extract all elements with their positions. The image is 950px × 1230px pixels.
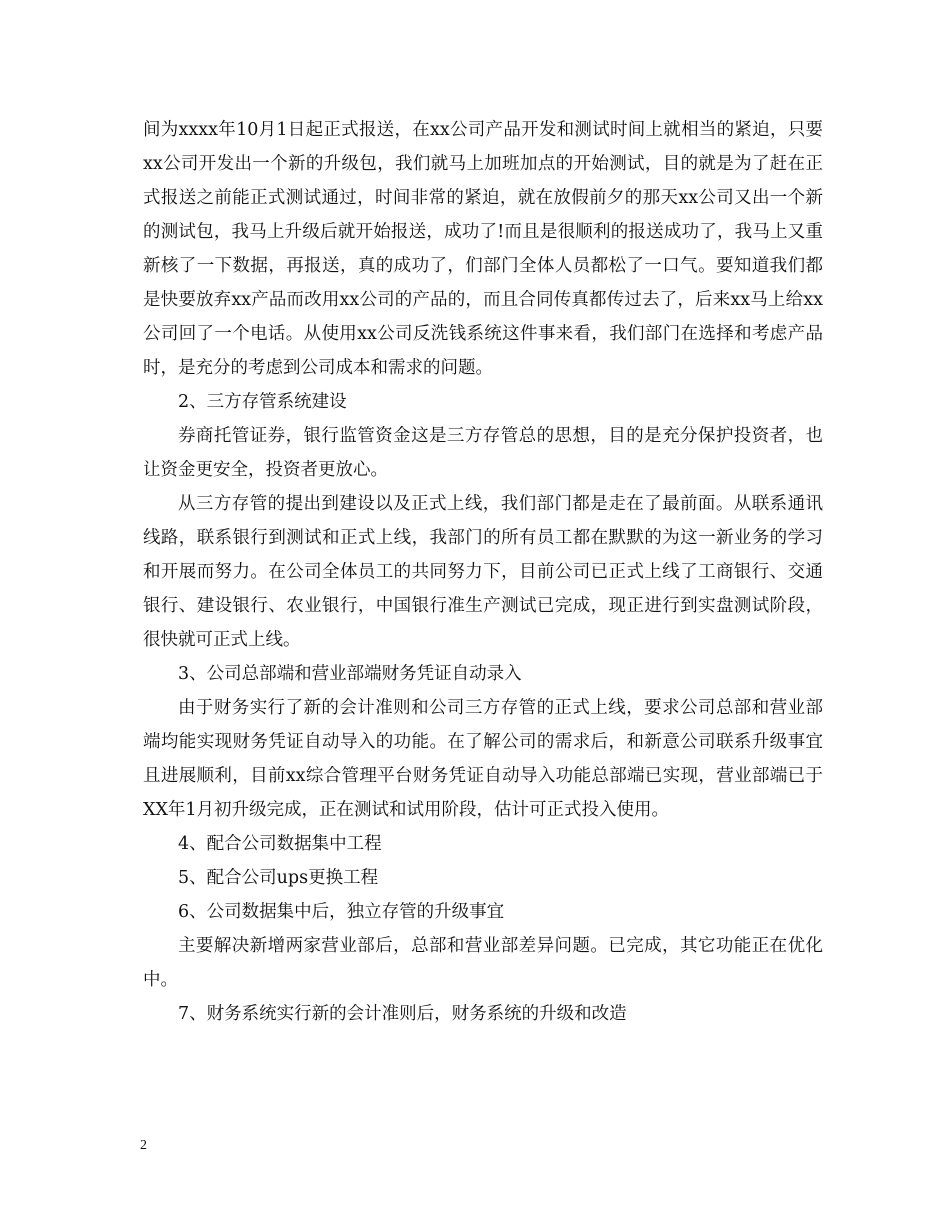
paragraph: 券商托管证券，银行监管资金这是三方存管总的思想，目的是充分保护投资者，也让资金更安全，投资者更放心。 <box>143 426 823 480</box>
section-heading-2: 2、三方存管系统建设 <box>178 392 347 412</box>
document-body <box>143 113 823 1031</box>
paragraph: 从三方存管的提出到建设以及正式上线，我们部门都是走在了最前面。从联系通讯线路，联系银行到测试和正式上线，我部门的所有员工都在默默的为这一新业务的学习和开展而努力。在公司全体员工的共同努力下，目前公司已正式上线了工商银行、交通银行、建设银行、农业银行，中国银行准生产测试已完成，现正进行到实盘测试阶段，很快就可正式上线。 <box>143 494 823 650</box>
section-heading-7: 7、财务系统实行新的会计准则后，财务系统的升级和改造 <box>178 1004 627 1024</box>
paragraph-continuation: 间为xxxx年10月1日起正式报送，在xx公司产品开发和测试时间上就相当的紧迫，只要xx公司开发出一个新的升级包，我们就马上加班加点的开始测试，目的就是为了赶在正式报送之前能正式测试通过，时间非常的紧迫，就在放假前夕的那天xx公司又出一个新的测试包，我马上升级后就开始报送，成功了!而且是很顺利的报送成功了，我马上又重新核了一下数据，再报送，真的成功了，们部门全体人员都松了一口气。要知道我们都是快要放弃xx产品而改用xx公司的产品的，而且合同传真都传过去了，后来xx马上给xx公司回了一个电话。从使用xx公司反洗钱系统这件事来看，我们部门在选择和考虑产品时，是充分的考虑到公司成本和需求的问题。 <box>143 120 823 378</box>
paragraph: 由于财务实行了新的会计准则和公司三方存管的正式上线，要求公司总部和营业部端均能实现财务凭证自动导入的功能。在了解公司的需求后，和新意公司联系升级事宜且进展顺利，目前xx综合管理平台财务凭证自动导入功能总部端已实现，营业部端已于XX年1月初升级完成，正在测试和试用阶段，估计可正式投入使用。 <box>143 698 823 820</box>
section-heading-5: 5、配合公司ups更换工程 <box>178 868 379 888</box>
section-heading-3: 3、公司总部端和营业部端财务凭证自动录入 <box>178 664 522 684</box>
paragraph: 主要解决新增两家营业部后，总部和营业部差异问题。已完成，其它功能正在优化中。 <box>143 936 823 990</box>
section-heading-4: 4、配合公司数据集中工程 <box>178 834 382 854</box>
page-number: 2 <box>140 1138 147 1153</box>
section-heading-6: 6、公司数据集中后，独立存管的升级事宜 <box>178 902 505 922</box>
